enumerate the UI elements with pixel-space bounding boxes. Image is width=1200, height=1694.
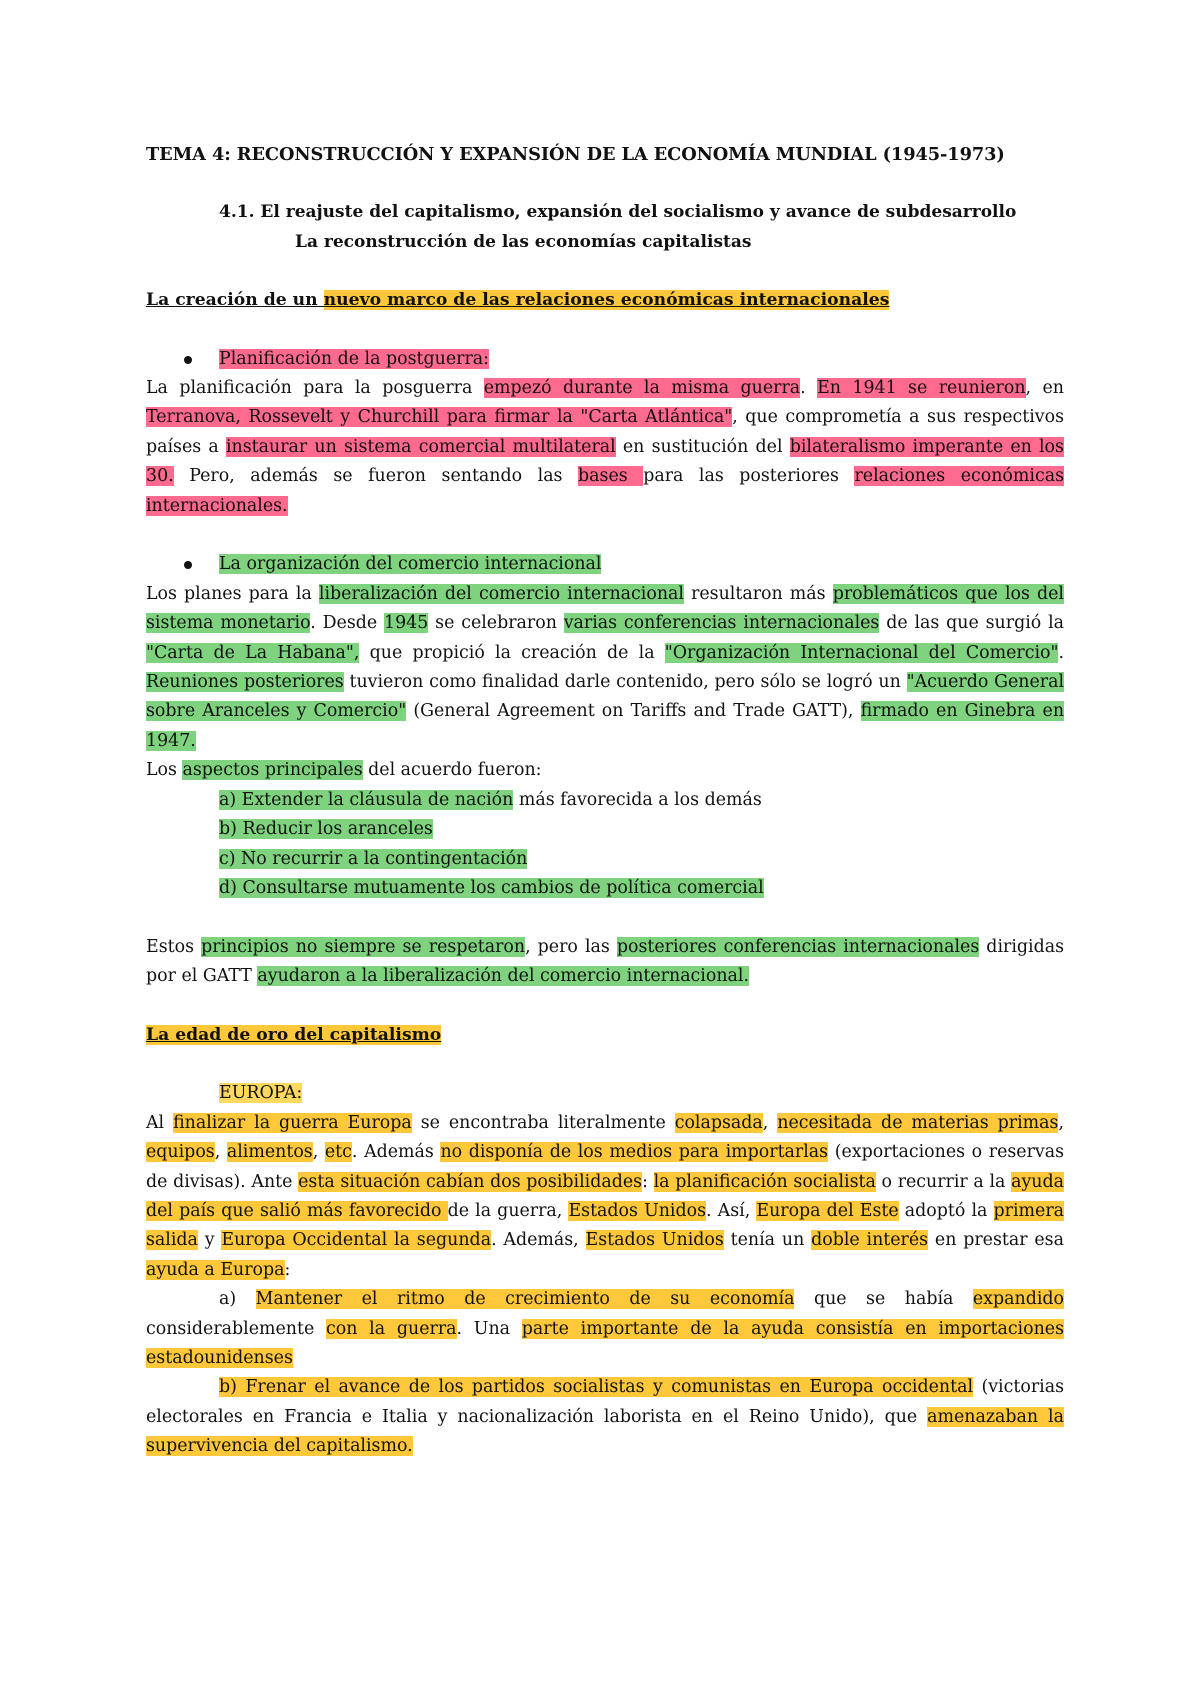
paragraph-europa: [146, 1109, 1064, 1285]
text-run: ,: [1058, 1112, 1064, 1133]
highlight: colapsada: [674, 1112, 763, 1133]
text-run: . Así,: [706, 1200, 757, 1221]
text-run: (General Agreement on Tariffs and Trade GATT),: [406, 701, 861, 722]
highlight: EUROPA:: [219, 1083, 303, 1104]
section-heading-2: [146, 1021, 1064, 1050]
text-run: (victorias electorales en Francia e Italia y nacionalización laborista en el Reino Unido), que: [146, 1377, 1064, 1427]
highlight: relaciones económicas internacionales.: [146, 466, 1064, 516]
text-run: más favorecida a los demás: [513, 789, 762, 810]
text-run: en sustitución del: [615, 436, 790, 457]
text-run: :: [642, 1171, 654, 1192]
highlight: expandido: [972, 1289, 1064, 1310]
highlight: finalizar la guerra Europa: [173, 1112, 412, 1133]
highlight: c) No recurrir a la contingentación: [219, 848, 528, 869]
bullet-item-1: [146, 345, 1064, 374]
highlight: alimentos: [226, 1142, 313, 1163]
text-run: Al: [146, 1112, 174, 1133]
highlight: Reuniones posteriores: [146, 672, 344, 693]
heading-text: La creación de un: [146, 290, 324, 311]
text-run: a): [219, 1289, 256, 1310]
text-run: .: [1058, 642, 1065, 663]
highlight: etc: [324, 1142, 352, 1163]
text-run: del acuerdo fueron:: [362, 760, 542, 781]
text-run: de la guerra,: [447, 1200, 569, 1221]
text-run: , pero las: [525, 936, 617, 957]
document-body: [146, 140, 1064, 1462]
list-item: [146, 815, 1064, 844]
heading-highlight: nuevo marco de las relaciones económicas internacionales: [323, 290, 890, 311]
list-item: [146, 845, 1064, 874]
text-run: Pero, además se fueron sentando las: [173, 466, 579, 487]
highlight: b) Frenar el avance de los partidos socialistas y comunistas en Europa occidental: [219, 1377, 974, 1398]
highlight: instaurar un sistema comercial multilateral: [225, 436, 616, 457]
highlight: ayuda a Europa: [146, 1259, 285, 1280]
highlight: firmado en Ginebra en 1947.: [146, 701, 1065, 751]
text-run: :: [284, 1259, 291, 1280]
highlight: la planificación socialista: [653, 1171, 876, 1192]
highlight: equipos: [146, 1142, 215, 1163]
text-run: . Además,: [491, 1230, 586, 1251]
section-heading-1: [146, 286, 1064, 315]
list-item: [146, 786, 1064, 815]
spacer: [146, 521, 1064, 550]
highlight: Mantener el ritmo de crecimiento de su economía: [255, 1289, 795, 1310]
text-run: , que comprometía a sus respectivos países a: [146, 407, 1064, 457]
text-run: resultaron más: [683, 583, 833, 604]
highlight: Europa del Este: [756, 1200, 899, 1221]
bullet-item-2: [146, 550, 1064, 579]
highlight: empezó durante la misma guerra: [483, 378, 801, 399]
document-title: TEMA 4: RECONSTRUCCIÓN Y EXPANSIÓN DE LA ECONOMÍA MUNDIAL (1945-1973): [146, 144, 1005, 165]
paragraph-principios: [146, 933, 1064, 992]
highlight: varias conferencias internacionales: [563, 613, 880, 634]
highlight: a) Extender la cláusula de nación: [219, 789, 514, 810]
list-item: [146, 874, 1064, 903]
paragraph-interes-b: [146, 1373, 1064, 1461]
text-run: Los: [146, 760, 183, 781]
bullet-label: La organización del comercio internacional: [219, 554, 602, 575]
text-run: . Además: [351, 1142, 441, 1163]
text-run: considerablemente: [146, 1318, 327, 1339]
highlight: d) Consultarse mutuamente los cambios de política comercial: [219, 877, 764, 898]
text-run: La planificación para la posguerra: [146, 378, 484, 399]
highlight: Terranova, Rossevelt y Churchill para firmar la "Carta Atlántica": [146, 407, 733, 428]
highlight: primera salida: [146, 1200, 1065, 1251]
highlight: b) Reducir los aranceles: [219, 819, 433, 840]
text-run: que propició la creación de la: [359, 642, 665, 663]
text-run: se celebraron: [428, 613, 564, 634]
text-run: y: [197, 1230, 222, 1251]
bullet-label: Planificación de la postguerra:: [219, 348, 490, 369]
text-run: Estos: [146, 936, 202, 957]
highlight: "Carta de La Habana",: [146, 642, 360, 663]
highlight: no disponía de los medios para importarlas: [440, 1142, 829, 1163]
text-run: (exportaciones o reservas de divisas). Ante: [146, 1142, 1065, 1192]
text-run: . Desde: [310, 613, 385, 634]
text-run: en prestar esa: [928, 1230, 1064, 1251]
highlight: Europa Occidental la segunda: [221, 1230, 492, 1251]
highlight: con la guerra: [326, 1318, 457, 1339]
highlight: bilateralismo imperante en los 30.: [146, 436, 1064, 487]
highlight: parte importante de la ayuda consistía en importaciones estadounidenses: [146, 1318, 1065, 1368]
text-run: ,: [762, 1112, 778, 1133]
text-run: de las que surgió la: [879, 613, 1064, 634]
highlight: necesitada de materias primas: [777, 1112, 1059, 1133]
highlight: liberalización del comercio internacional: [318, 583, 684, 604]
paragraph-planificacion: [146, 374, 1064, 521]
highlight: amenazaban la supervivencia del capitalismo.: [146, 1406, 1064, 1457]
highlight: "Organización Internacional del Comercio": [664, 642, 1059, 663]
text-run: ,: [312, 1142, 325, 1163]
paragraph-interes-a: [146, 1285, 1064, 1373]
text-run: , en: [1025, 378, 1064, 399]
paragraph-comercio: [146, 580, 1064, 756]
text-run: tenía un: [723, 1230, 812, 1251]
highlight: doble interés: [811, 1230, 929, 1251]
text-run: que se había: [794, 1289, 973, 1310]
text-run: dirigidas por el GATT: [146, 936, 1064, 987]
highlight: posteriores conferencias internacionales: [616, 936, 980, 957]
text-run: Los planes para la: [146, 583, 319, 604]
highlight: principios no siempre se respetaron: [201, 936, 526, 957]
spacer: [146, 903, 1064, 932]
highlight: problemáticos que los del sistema monetario: [146, 583, 1064, 634]
highlight: esta situación cabían dos posibilidades: [298, 1171, 643, 1192]
heading-highlight: La edad de oro del capitalismo: [146, 1024, 442, 1045]
section-subtitle-2: La reconstrucción de las economías capitalistas: [295, 231, 752, 252]
highlight: Estados Unidos: [585, 1230, 724, 1251]
highlight: aspectos principales: [182, 760, 363, 781]
section-subtitle: 4.1. El reajuste del capitalismo, expansión del socialismo y avance de subdesarrollo: [219, 202, 1017, 223]
highlight: ayudaron a la liberalización del comercio internacional.: [257, 966, 749, 987]
highlight: Estados Unidos: [568, 1200, 707, 1221]
text-run: ,: [214, 1142, 227, 1163]
text-run: .: [800, 378, 818, 399]
text-run: adoptó la: [898, 1200, 994, 1221]
highlight: "Acuerdo General sobre Aranceles y Comercio": [146, 672, 1065, 722]
text-run: se encontraba literalmente: [411, 1112, 675, 1133]
text-run: . Una: [456, 1318, 522, 1339]
highlight: bases: [578, 466, 644, 487]
highlight: 1945: [384, 613, 429, 634]
highlight: En 1941 se reunieron: [817, 378, 1026, 399]
spacer: [146, 992, 1064, 1021]
paragraph-aspectos: [146, 756, 1064, 785]
text-run: o recurrir a la: [875, 1171, 1012, 1192]
text-run: para las posteriores: [643, 466, 855, 487]
region-label: [146, 1079, 1064, 1108]
highlight: ayuda del país que salió más favorecido: [146, 1171, 1064, 1221]
text-run: tuvieron como finalidad darle contenido, pero sólo se logró un: [343, 672, 907, 693]
